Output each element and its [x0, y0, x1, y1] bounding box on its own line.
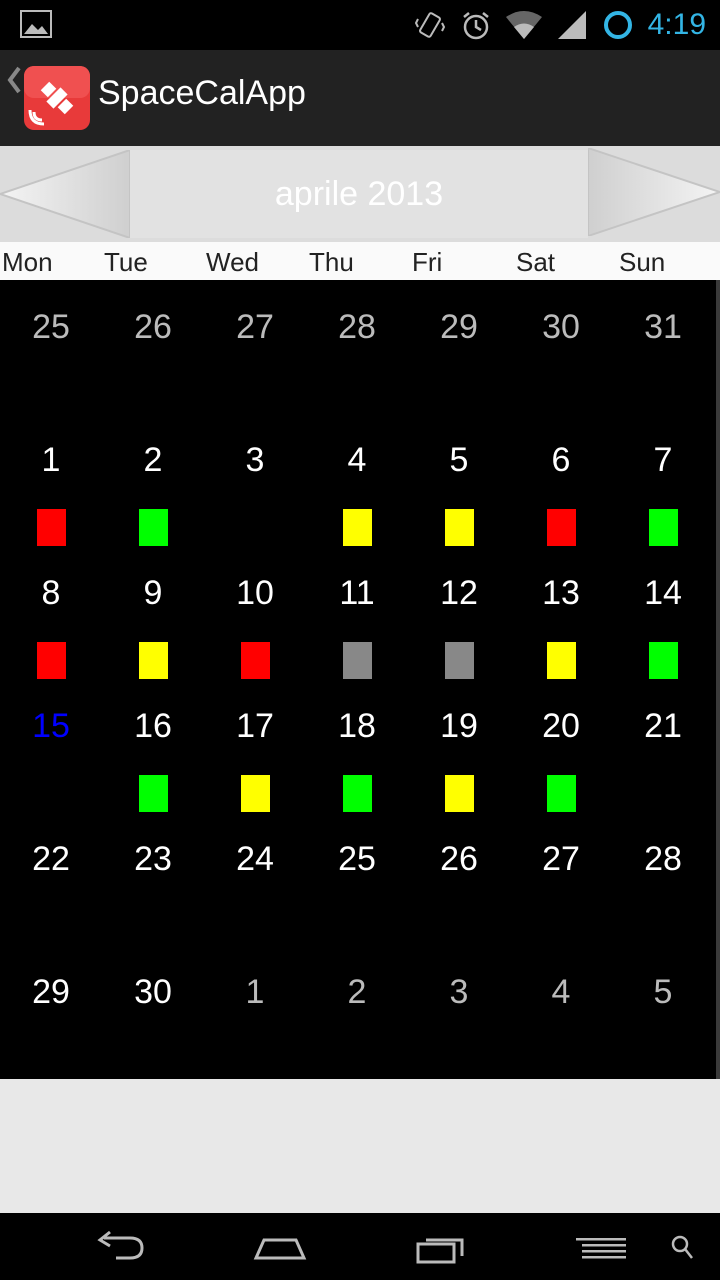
calendar-day[interactable]: 26	[134, 308, 172, 346]
calendar-day[interactable]: 28	[338, 308, 376, 346]
calendar-day[interactable]: 21	[644, 707, 682, 745]
calendar-day[interactable]: 20	[542, 707, 580, 745]
status-icons	[414, 0, 720, 50]
weekday-label: Mon	[2, 247, 53, 277]
event-marker	[445, 509, 474, 546]
calendar-day[interactable]: 28	[644, 840, 682, 878]
home-icon[interactable]	[252, 1228, 308, 1268]
calendar-day[interactable]: 23	[134, 840, 172, 878]
calendar-day[interactable]: 1	[245, 973, 265, 1011]
previous-month-button[interactable]	[0, 150, 130, 238]
calendar-day[interactable]: 27	[236, 308, 274, 346]
event-marker	[139, 642, 168, 679]
wifi-icon	[506, 9, 542, 41]
calendar-day[interactable]: 7	[653, 441, 673, 479]
status-bar	[0, 0, 720, 50]
event-marker	[241, 642, 270, 679]
event-marker	[649, 642, 678, 679]
calendar-day[interactable]: 25	[32, 308, 70, 346]
next-month-button[interactable]	[588, 148, 720, 236]
weekday-label: Sun	[619, 247, 666, 277]
event-marker	[445, 642, 474, 679]
weekday-label: Sat	[516, 247, 556, 277]
month-label: aprile 2013	[130, 150, 588, 238]
calendar-day[interactable]: 5	[653, 973, 673, 1011]
calendar-day[interactable]: 10	[236, 574, 274, 612]
calendar-day[interactable]: 15	[32, 707, 70, 745]
calendar-day[interactable]: 30	[542, 308, 580, 346]
event-marker	[37, 642, 66, 679]
event-marker	[649, 509, 678, 546]
event-marker	[547, 775, 576, 812]
calendar-day[interactable]: 11	[339, 574, 375, 612]
event-marker	[547, 509, 576, 546]
calendar-day[interactable]: 22	[32, 840, 70, 878]
up-caret-icon[interactable]	[6, 65, 22, 95]
calendar-day[interactable]: 18	[338, 707, 376, 745]
vibrate-icon	[414, 9, 446, 41]
calendar-day[interactable]: 25	[338, 840, 376, 878]
sync-ring-icon	[602, 9, 634, 41]
calendar-day[interactable]: 12	[440, 574, 478, 612]
event-marker	[343, 775, 372, 812]
weekday-label: Tue	[104, 247, 148, 277]
calendar-day[interactable]: 1	[41, 441, 61, 479]
calendar-day[interactable]: 4	[347, 441, 367, 479]
event-marker	[241, 775, 270, 812]
calendar-day[interactable]: 19	[440, 707, 478, 745]
calendar-day[interactable]: 24	[236, 840, 274, 878]
search-icon[interactable]	[668, 1228, 694, 1268]
calendar-grid	[0, 280, 716, 1079]
event-marker	[343, 642, 372, 679]
alarm-icon	[460, 9, 492, 41]
calendar-day[interactable]: 6	[551, 441, 571, 479]
event-marker	[37, 509, 66, 546]
calendar-day[interactable]: 3	[245, 441, 265, 479]
app-title: SpaceCalApp	[98, 74, 306, 112]
calendar-day[interactable]: 8	[41, 574, 61, 612]
calendar-day[interactable]: 13	[542, 574, 580, 612]
event-marker	[445, 775, 474, 812]
recents-icon[interactable]	[414, 1228, 468, 1268]
weekday-label: Thu	[309, 247, 354, 277]
calendar-day[interactable]: 2	[347, 973, 367, 1011]
calendar-day[interactable]: 27	[542, 840, 580, 878]
back-icon[interactable]	[94, 1228, 146, 1268]
scrollbar	[716, 280, 720, 1079]
empty-area	[0, 1079, 720, 1213]
calendar-day[interactable]: 29	[32, 973, 70, 1011]
event-marker	[139, 509, 168, 546]
calendar-day[interactable]: 9	[143, 574, 163, 612]
weekday-label: Wed	[206, 247, 259, 277]
calendar-day[interactable]: 2	[143, 441, 163, 479]
calendar-day[interactable]: 4	[551, 973, 571, 1011]
calendar-day[interactable]: 26	[440, 840, 478, 878]
calendar-day[interactable]: 5	[449, 441, 469, 479]
clock: 4:19	[647, 8, 706, 41]
signal-icon	[556, 9, 588, 41]
calendar-day[interactable]: 30	[134, 973, 172, 1011]
calendar-day[interactable]: 16	[134, 707, 172, 745]
calendar-day[interactable]: 29	[440, 308, 478, 346]
calendar-day[interactable]: 3	[449, 973, 469, 1011]
calendar-day[interactable]: 14	[644, 574, 682, 612]
event-marker	[547, 642, 576, 679]
picture-icon	[20, 10, 52, 38]
event-marker	[343, 509, 372, 546]
calendar-day[interactable]: 31	[644, 308, 682, 346]
weekday-label: Fri	[412, 247, 443, 277]
satellite-app-icon[interactable]	[24, 66, 90, 130]
calendar-day[interactable]: 17	[236, 707, 274, 745]
menu-icon[interactable]	[574, 1228, 628, 1268]
event-marker	[139, 775, 168, 812]
